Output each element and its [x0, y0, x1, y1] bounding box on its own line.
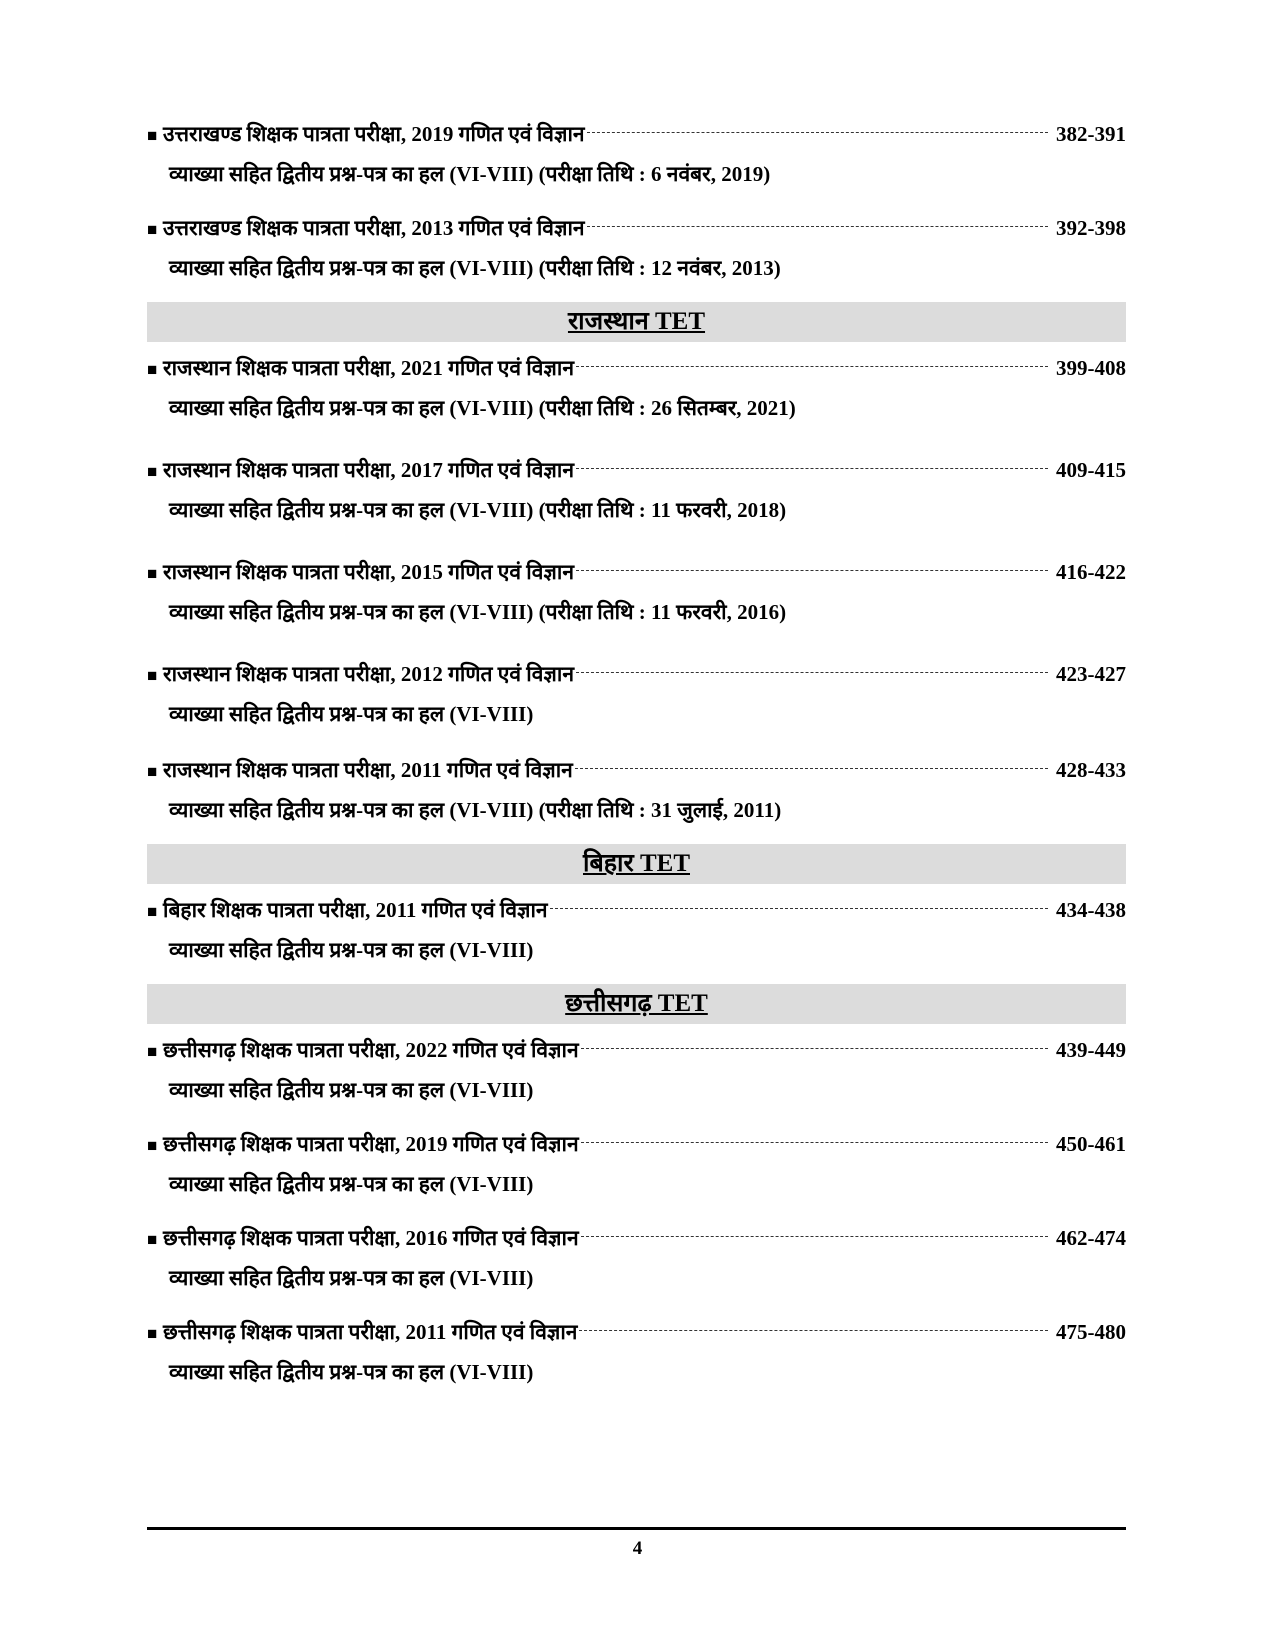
entry-title: राजस्थान शिक्षक पात्रता परीक्षा, 2011 गणित एवं विज्ञान: [163, 758, 573, 782]
toc-entry[interactable]: [147, 450, 1126, 552]
section-heading-bihar: [147, 844, 1126, 884]
entry-title: राजस्थान शिक्षक पात्रता परीक्षा, 2017 गणित एवं विज्ञान: [163, 458, 574, 482]
entry-title: छत्तीसगढ़ शिक्षक पात्रता परीक्षा, 2011 गणित एवं विज्ञान: [163, 1320, 578, 1344]
dotted-leader: [581, 1048, 1048, 1049]
entry-subtitle: व्याख्या सहित द्वितीय प्रश्न-पत्र का हल (VI-VIII): [169, 1360, 534, 1384]
entry-title: राजस्थान शिक्षक पात्रता परीक्षा, 2012 गणित एवं विज्ञान: [163, 662, 574, 686]
toc-entry[interactable]: [147, 890, 1126, 984]
entry-title: बिहार शिक्षक पात्रता परीक्षा, 2011 गणित एवं विज्ञान: [163, 898, 548, 922]
section-heading-text: राजस्थान TET: [567, 308, 706, 335]
entry-subtitle: व्याख्या सहित द्वितीय प्रश्न-पत्र का हल (VI-VIII): [169, 1172, 534, 1196]
bullet-icon: ■: [147, 126, 158, 145]
toc-entry[interactable]: [147, 1124, 1126, 1218]
entry-subtitle: व्याख्या सहित द्वितीय प्रश्न-पत्र का हल (VI-VIII) (परीक्षा तिथि : 6 नवंबर, 2019): [169, 162, 771, 186]
dotted-leader: [581, 1142, 1048, 1143]
page-range: 462-474: [1056, 1226, 1126, 1250]
bullet-icon: ■: [147, 902, 158, 921]
page-range: 416-422: [1056, 560, 1126, 584]
dotted-leader: [576, 468, 1048, 469]
entry-subtitle: व्याख्या सहित द्वितीय प्रश्न-पत्र का हल (VI-VIII) (परीक्षा तिथि : 12 नवंबर, 2013): [169, 256, 781, 280]
page-range: 434-438: [1056, 898, 1126, 922]
entry-subtitle: व्याख्या सहित द्वितीय प्रश्न-पत्र का हल (VI-VIII) (परीक्षा तिथि : 26 सितम्बर, 2021): [169, 396, 796, 420]
toc-entry[interactable]: [147, 654, 1126, 750]
bullet-icon: ■: [147, 564, 158, 583]
bullet-icon: ■: [147, 762, 158, 781]
bullet-icon: ■: [147, 220, 158, 239]
entry-subtitle: व्याख्या सहित द्वितीय प्रश्न-पत्र का हल (VI-VIII): [169, 1266, 534, 1290]
section-heading-text: बिहार TET: [583, 850, 690, 877]
page-number: 4: [632, 1538, 643, 1559]
bullet-icon: ■: [147, 360, 158, 379]
page-range: 409-415: [1056, 458, 1126, 482]
toc-entry[interactable]: [147, 1030, 1126, 1124]
entry-subtitle: व्याख्या सहित द्वितीय प्रश्न-पत्र का हल (VI-VIII) (परीक्षा तिथि : 11 फरवरी, 2016): [169, 600, 787, 624]
page-range: 423-427: [1056, 662, 1126, 686]
page-range: 392-398: [1056, 216, 1126, 240]
page-range: 450-461: [1056, 1132, 1126, 1156]
section-heading-rajasthan: [147, 302, 1126, 342]
entry-subtitle: व्याख्या सहित द्वितीय प्रश्न-पत्र का हल (VI-VIII): [169, 938, 534, 962]
table-of-contents: [147, 114, 1126, 1406]
dotted-leader: [576, 570, 1048, 571]
page-range: 475-480: [1056, 1320, 1126, 1344]
dotted-leader: [579, 1330, 1048, 1331]
toc-entry[interactable]: [147, 552, 1126, 654]
entry-title: उत्तराखण्ड शिक्षक पात्रता परीक्षा, 2013 गणित एवं विज्ञान: [163, 216, 585, 240]
page-range: 382-391: [1056, 122, 1126, 146]
entry-title: उत्तराखण्ड शिक्षक पात्रता परीक्षा, 2019 गणित एवं विज्ञान: [163, 122, 585, 146]
toc-entry[interactable]: [147, 208, 1126, 302]
entry-title: राजस्थान शिक्षक पात्रता परीक्षा, 2021 गणित एवं विज्ञान: [163, 356, 574, 380]
dotted-leader: [576, 672, 1048, 673]
entry-title: छत्तीसगढ़ शिक्षक पात्रता परीक्षा, 2022 गणित एवं विज्ञान: [163, 1038, 579, 1062]
entry-title: राजस्थान शिक्षक पात्रता परीक्षा, 2015 गणित एवं विज्ञान: [163, 560, 574, 584]
bullet-icon: ■: [147, 1042, 158, 1061]
dotted-leader: [550, 908, 1048, 909]
entry-subtitle: व्याख्या सहित द्वितीय प्रश्न-पत्र का हल (VI-VIII) (परीक्षा तिथि : 11 फरवरी, 2018): [169, 498, 787, 522]
toc-entry[interactable]: [147, 1218, 1126, 1312]
page-range: 399-408: [1056, 356, 1126, 380]
entry-subtitle: व्याख्या सहित द्वितीय प्रश्न-पत्र का हल (VI-VIII): [169, 702, 534, 726]
section-heading-text: छत्तीसगढ़ TET: [565, 990, 708, 1017]
toc-entry[interactable]: [147, 114, 1126, 208]
section-heading-chhattisgarh: [147, 984, 1126, 1024]
page-range: 439-449: [1056, 1038, 1126, 1062]
entry-subtitle: व्याख्या सहित द्वितीय प्रश्न-पत्र का हल (VI-VIII): [169, 1078, 534, 1102]
entry-title: छत्तीसगढ़ शिक्षक पात्रता परीक्षा, 2019 गणित एवं विज्ञान: [163, 1132, 579, 1156]
toc-entry[interactable]: [147, 750, 1126, 844]
bullet-icon: ■: [147, 1324, 158, 1343]
bullet-icon: ■: [147, 1136, 158, 1155]
footer-rule: [147, 1527, 1126, 1530]
toc-entry[interactable]: [147, 1312, 1126, 1406]
dotted-leader: [587, 226, 1048, 227]
bullet-icon: ■: [147, 666, 158, 685]
entry-title: छत्तीसगढ़ शिक्षक पात्रता परीक्षा, 2016 गणित एवं विज्ञान: [163, 1226, 579, 1250]
dotted-leader: [581, 1236, 1048, 1237]
page-range: 428-433: [1056, 758, 1126, 782]
dotted-leader: [576, 366, 1048, 367]
dotted-leader: [587, 132, 1048, 133]
bullet-icon: ■: [147, 462, 158, 481]
entry-subtitle: व्याख्या सहित द्वितीय प्रश्न-पत्र का हल (VI-VIII) (परीक्षा तिथि : 31 जुलाई, 2011): [169, 798, 782, 822]
dotted-leader: [575, 768, 1048, 769]
toc-entry[interactable]: [147, 348, 1126, 450]
bullet-icon: ■: [147, 1230, 158, 1249]
